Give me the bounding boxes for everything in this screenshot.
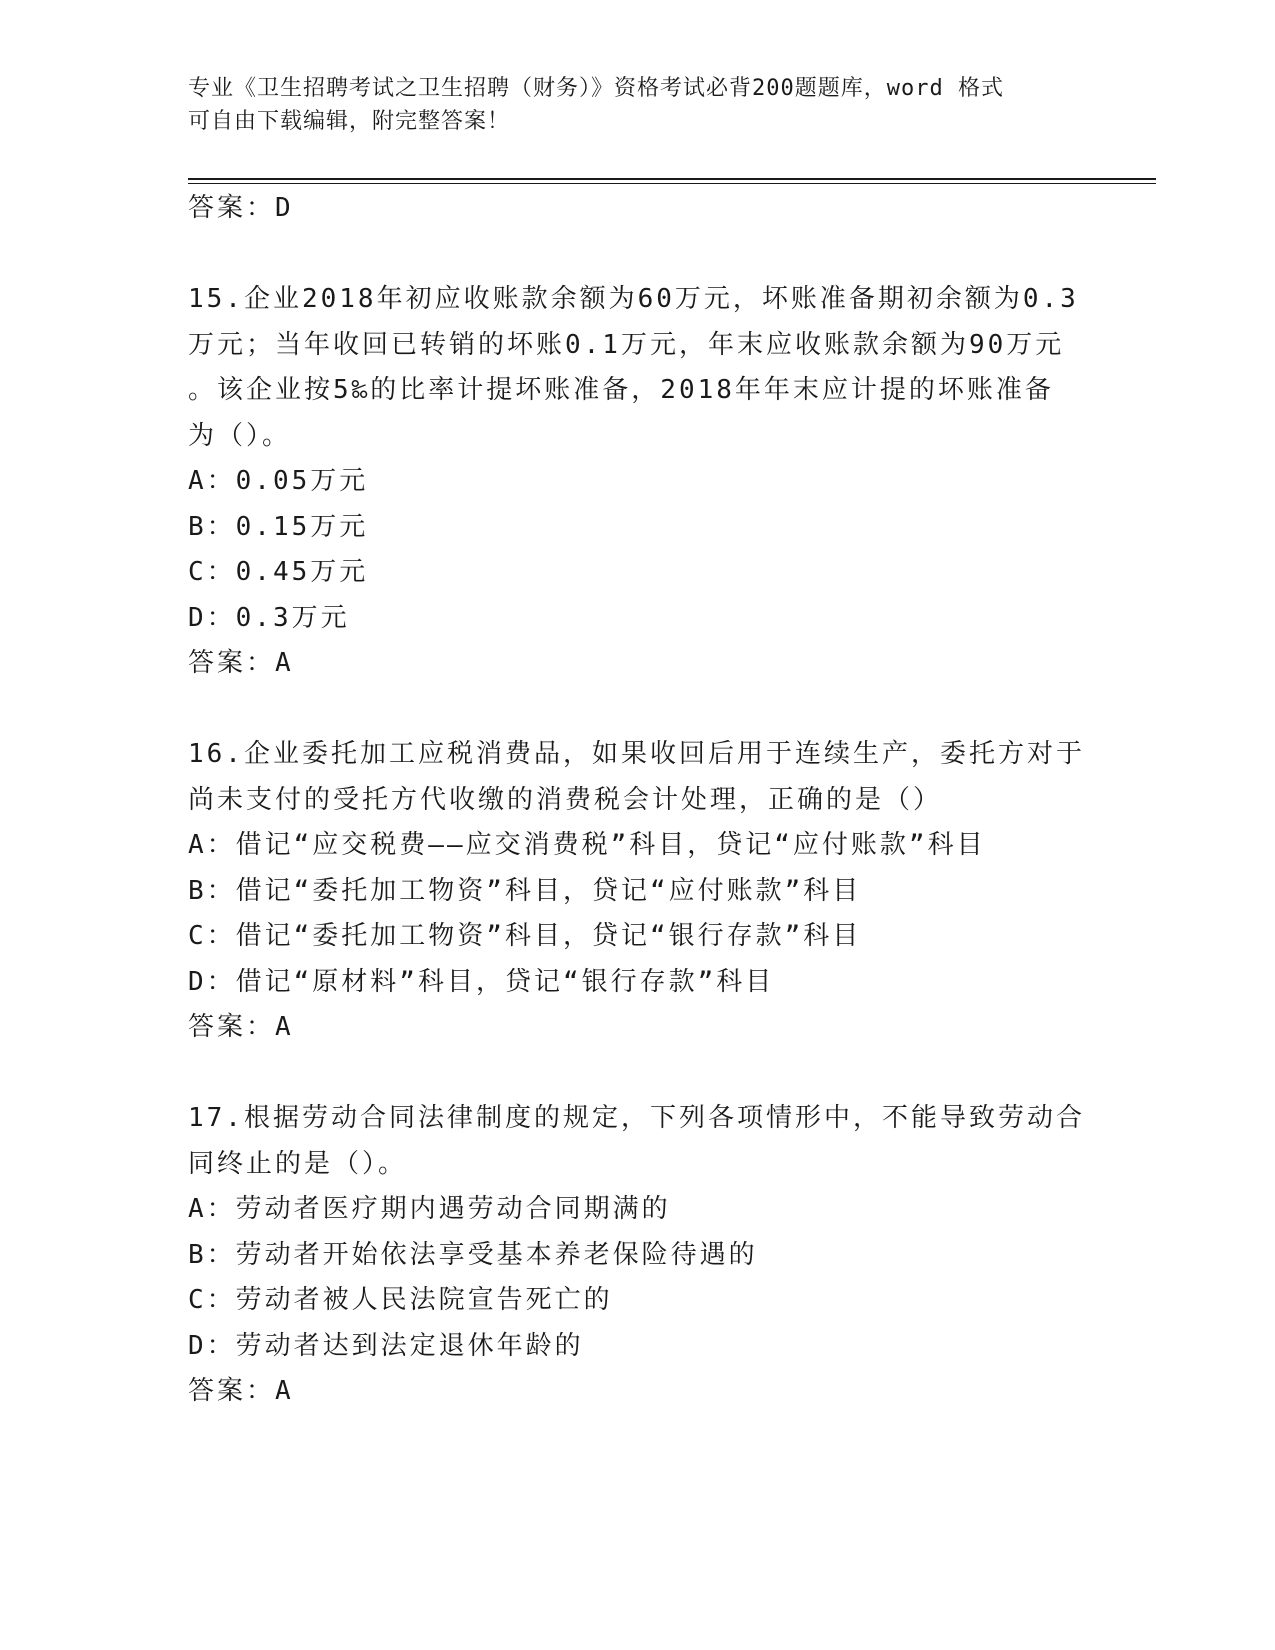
option-d: D：劳动者达到法定退休年龄的	[188, 1330, 584, 1361]
header-line: 专业《卫生招聘考试之卫生招聘（财务）》资格考试必背200题题库，word 格式	[188, 76, 1004, 101]
document-header	[188, 72, 1068, 138]
option-d: D：借记“原材料”科目，贷记“银行存款”科目	[188, 966, 775, 997]
option-b: B：借记“委托加工物资”科目，贷记“应付账款”科目	[188, 875, 862, 906]
question-block	[188, 732, 1088, 1051]
header-divider-thin	[188, 183, 1156, 184]
option-c: C：借记“委托加工物资”科目，贷记“银行存款”科目	[188, 921, 862, 951]
question-block	[188, 1096, 1088, 1415]
question-stem-line: 万元；当年收回已转销的坏账0.1万元，年末应收账款余额为90万元	[188, 329, 1065, 360]
answer-line: 答案：D	[188, 193, 294, 223]
question-stem-line: 17.根据劳动合同法律制度的规定，下列各项情形中，不能导致劳动合	[188, 1103, 1085, 1133]
document-body	[188, 186, 1088, 1415]
question-block	[188, 277, 1088, 687]
option-d: D：0.3万元	[188, 602, 350, 633]
question-stem-line: 。该企业按5‰的比率计提坏账准备，2018年年末应计提的坏账准备	[188, 375, 1054, 405]
question-stem-line: 同终止的是（）。	[188, 1148, 408, 1179]
option-c: C：劳动者被人民法院宣告死亡的	[188, 1285, 613, 1315]
question-stem-line: 16.企业委托加工应税消费品，如果收回后用于连续生产，委托方对于	[188, 739, 1085, 769]
answer-line: 答案：A	[188, 1376, 294, 1406]
option-b: B：0.15万元	[188, 511, 369, 542]
header-divider	[188, 178, 1156, 180]
question-stem-line: 尚未支付的受托方代收缴的消费税会计处理，正确的是（）	[188, 784, 943, 815]
question-stem-line: 为（）。	[188, 420, 292, 451]
header-line: 可自由下载编辑，附完整答案！	[188, 109, 511, 134]
answer-line: 答案：A	[188, 1012, 294, 1042]
option-c: C：0.45万元	[188, 557, 369, 587]
option-a: A：借记“应交税费——应交消费税”科目，贷记“应付账款”科目	[188, 830, 986, 860]
answer-line: 答案：A	[188, 648, 294, 678]
option-a: A：0.05万元	[188, 466, 369, 496]
option-a: A：劳动者医疗期内遇劳动合同期满的	[188, 1194, 671, 1224]
question-stem-line: 15.企业2018年初应收账款余额为60万元，坏账准备期初余额为0.3	[188, 284, 1079, 314]
option-b: B：劳动者开始依法享受基本养老保险待遇的	[188, 1239, 758, 1270]
